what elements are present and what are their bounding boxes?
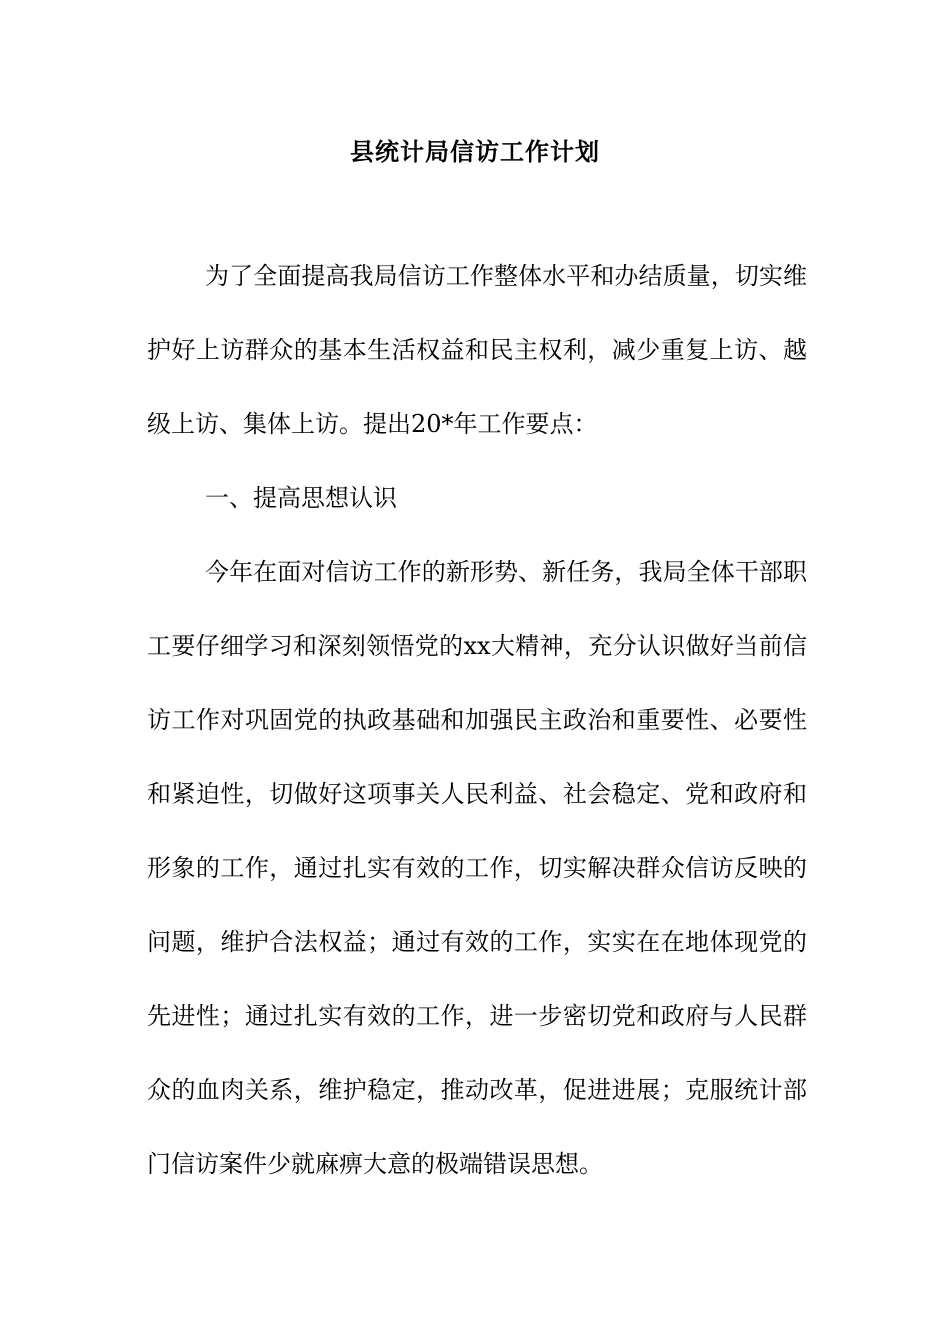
paragraph-line: 访工作对巩固党的执政基础和加强民主政治和重要性、必要性 bbox=[147, 706, 807, 734]
paragraph-line: 形象的工作，通过扎实有效的工作，切实解决群众信访反映的 bbox=[147, 854, 807, 882]
document-title: 县统计局信访工作计划 bbox=[350, 137, 600, 166]
document-body bbox=[147, 258, 807, 1220]
paragraph-line: 门信访案件少就麻痹大意的极端错误思想。 bbox=[147, 1150, 603, 1178]
paragraph-line: 为了全面提高我局信访工作整体水平和办结质量，切实维 bbox=[205, 262, 807, 290]
paragraph-line: 和紧迫性，切做好这项事关人民利益、社会稳定、党和政府和 bbox=[147, 780, 807, 808]
paragraph-line: 护好上访群众的基本生活权益和民主权利，减少重复上访、越 bbox=[147, 336, 807, 364]
paragraph-line: 一、提高思想认识 bbox=[205, 484, 397, 512]
paragraph-line: 今年在面对信访工作的新形势、新任务，我局全体干部职 bbox=[205, 558, 807, 586]
paragraph-line: 众的血肉关系，维护稳定，推动改革，促进进展；克服统计部 bbox=[147, 1076, 807, 1104]
paragraph-line: 问题，维护合法权益；通过有效的工作，实实在在地体现党的 bbox=[147, 928, 807, 956]
paragraph-line: 工要仔细学习和深刻领悟党的xx大精神，充分认识做好当前信 bbox=[147, 632, 807, 660]
paragraph-line: 先进性；通过扎实有效的工作，进一步密切党和政府与人民群 bbox=[147, 1002, 807, 1030]
paragraph-line: 级上访、集体上访。提出20*年工作要点： bbox=[147, 410, 598, 438]
